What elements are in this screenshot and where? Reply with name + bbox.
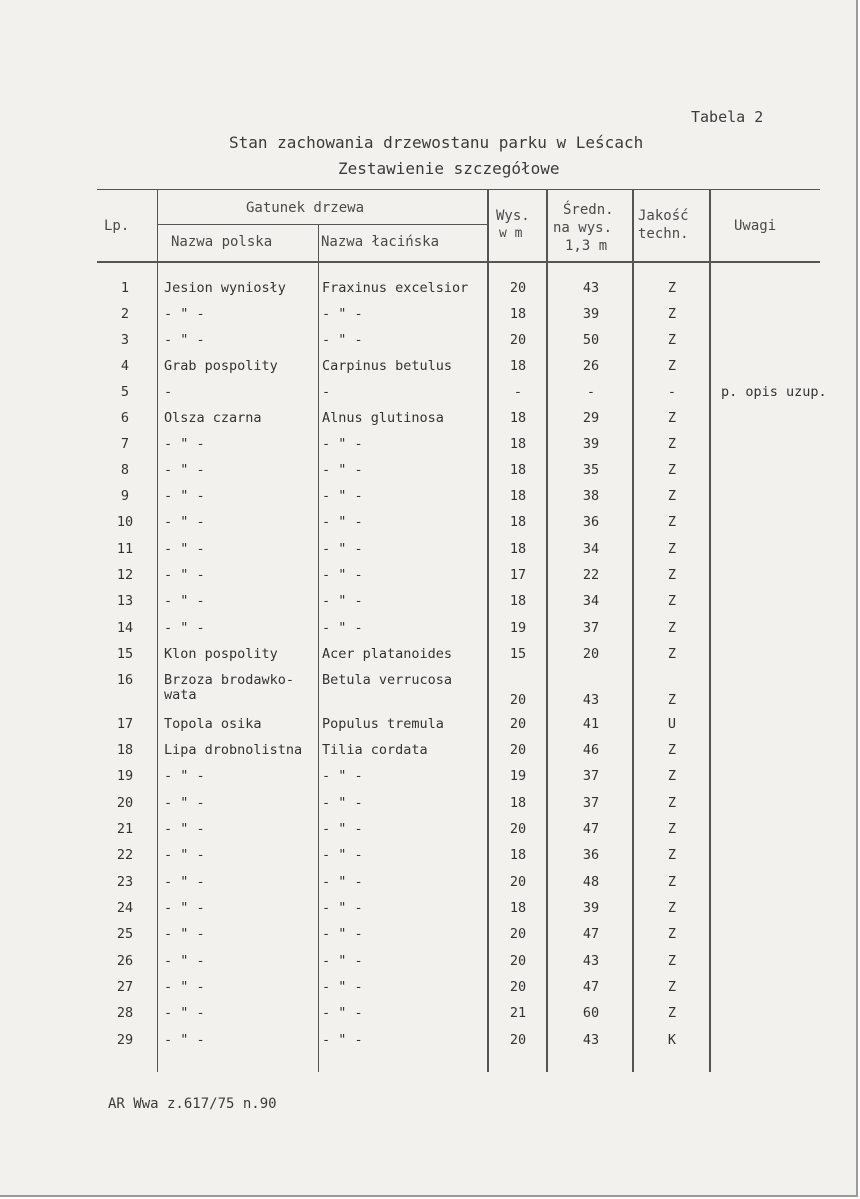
row-nazwa-polska: Klon pospolity bbox=[164, 646, 278, 662]
row-srednica: 37 bbox=[582, 768, 600, 784]
row-lp: 27 bbox=[116, 979, 134, 995]
header-nazwa-polska: Nazwa polska bbox=[171, 234, 273, 250]
row-wysokosc: 18 bbox=[509, 436, 527, 452]
row-jakosc: Z bbox=[667, 926, 677, 942]
row-nazwa-polska: - " - bbox=[164, 488, 205, 504]
row-srednica: 37 bbox=[582, 620, 600, 636]
row-srednica: 34 bbox=[582, 541, 600, 557]
row-nazwa-polska: - " - bbox=[164, 332, 205, 348]
row-jakosc: Z bbox=[667, 410, 677, 426]
row-wysokosc: 20 bbox=[509, 1032, 527, 1048]
row-wysokosc: 20 bbox=[509, 332, 527, 348]
row-nazwa-lacinska: - " - bbox=[322, 953, 363, 969]
row-lp: 12 bbox=[116, 567, 134, 583]
row-srednica: 50 bbox=[582, 332, 600, 348]
row-nazwa-polska: - " - bbox=[164, 847, 205, 863]
row-nazwa-polska: - " - bbox=[164, 567, 205, 583]
row-wysokosc: 19 bbox=[509, 768, 527, 784]
row-srednica: 47 bbox=[582, 821, 600, 837]
row-nazwa-polska: - " - bbox=[164, 926, 205, 942]
row-srednica: 35 bbox=[582, 462, 600, 478]
row-wysokosc: 19 bbox=[509, 620, 527, 636]
row-nazwa-lacinska: Acer platanoides bbox=[322, 646, 453, 662]
row-jakosc: Z bbox=[667, 742, 677, 758]
row-lp: 10 bbox=[116, 514, 134, 530]
row-nazwa-lacinska: - " - bbox=[322, 979, 363, 995]
row-lp: 17 bbox=[116, 716, 134, 732]
row-srednica: 22 bbox=[582, 567, 600, 583]
header-wys-line1: Wys. bbox=[496, 208, 530, 224]
row-nazwa-polska: - bbox=[164, 384, 173, 400]
row-nazwa-lacinska: Betula verrucosa bbox=[322, 672, 453, 688]
row-jakosc: Z bbox=[667, 821, 677, 837]
row-jakosc: Z bbox=[667, 646, 677, 662]
row-nazwa-polska: - " - bbox=[164, 620, 205, 636]
row-lp: 2 bbox=[120, 306, 130, 322]
row-jakosc: Z bbox=[667, 358, 677, 374]
column-divider-wys bbox=[546, 190, 548, 1072]
row-wysokosc: 18 bbox=[509, 462, 527, 478]
row-jakosc: Z bbox=[667, 795, 677, 811]
row-srednica: 46 bbox=[582, 742, 600, 758]
row-jakosc: U bbox=[667, 716, 677, 732]
row-lp: 21 bbox=[116, 821, 134, 837]
row-jakosc: Z bbox=[667, 514, 677, 530]
row-lp: 6 bbox=[120, 410, 130, 426]
row-jakosc: Z bbox=[667, 1005, 677, 1021]
row-srednica: 29 bbox=[582, 410, 600, 426]
row-jakosc: Z bbox=[667, 567, 677, 583]
row-nazwa-lacinska: - " - bbox=[322, 1032, 363, 1048]
row-lp: 19 bbox=[116, 768, 134, 784]
header-sub-rule bbox=[157, 224, 487, 225]
row-wysokosc: 18 bbox=[509, 593, 527, 609]
row-lp: 14 bbox=[116, 620, 134, 636]
row-jakosc: Z bbox=[667, 462, 677, 478]
row-nazwa-lacinska: - " - bbox=[322, 926, 363, 942]
row-srednica: 34 bbox=[582, 593, 600, 609]
row-srednica: 47 bbox=[582, 979, 600, 995]
header-wys-line2: w m bbox=[499, 226, 523, 241]
page-title: Stan zachowania drzewostanu parku w Leścach bbox=[229, 133, 644, 152]
row-wysokosc: 20 bbox=[509, 280, 527, 296]
row-jakosc: Z bbox=[667, 692, 677, 708]
row-srednica: 43 bbox=[582, 280, 600, 296]
row-jakosc: Z bbox=[667, 488, 677, 504]
row-jakosc: Z bbox=[667, 541, 677, 557]
row-srednica: 43 bbox=[582, 1032, 600, 1048]
row-nazwa-polska: - " - bbox=[164, 1032, 205, 1048]
row-nazwa-polska: Grab pospolity bbox=[164, 358, 278, 374]
row-nazwa-polska: - " - bbox=[164, 979, 205, 995]
row-nazwa-lacinska: - " - bbox=[322, 768, 363, 784]
header-sredn-line2: na wys. bbox=[553, 220, 613, 236]
row-srednica: 36 bbox=[582, 847, 600, 863]
row-lp: 5 bbox=[120, 384, 130, 400]
row-srednica: 39 bbox=[582, 306, 600, 322]
row-lp: 15 bbox=[116, 646, 134, 662]
row-srednica: 36 bbox=[582, 514, 600, 530]
row-wysokosc: 20 bbox=[509, 979, 527, 995]
column-divider-jakosc bbox=[709, 190, 711, 1072]
row-lp: 20 bbox=[116, 795, 134, 811]
row-lp: 22 bbox=[116, 847, 134, 863]
row-srednica: 39 bbox=[582, 436, 600, 452]
row-srednica: 47 bbox=[582, 926, 600, 942]
row-lp: 25 bbox=[116, 926, 134, 942]
row-wysokosc: 17 bbox=[509, 567, 527, 583]
row-wysokosc: 18 bbox=[509, 358, 527, 374]
row-jakosc: Z bbox=[667, 979, 677, 995]
row-lp: 28 bbox=[116, 1005, 134, 1021]
row-nazwa-polska: - " - bbox=[164, 953, 205, 969]
header-uwagi: Uwagi bbox=[734, 218, 777, 234]
row-nazwa-polska: Topola osika bbox=[164, 716, 262, 732]
row-srednica: 38 bbox=[582, 488, 600, 504]
row-nazwa-lacinska: - " - bbox=[322, 488, 363, 504]
row-jakosc: Z bbox=[667, 874, 677, 890]
page-subtitle: Zestawienie szczegółowe bbox=[338, 159, 560, 178]
row-nazwa-polska: - " - bbox=[164, 900, 205, 916]
row-lp: 23 bbox=[116, 874, 134, 890]
row-wysokosc: 21 bbox=[509, 1005, 527, 1021]
table-top-rule bbox=[97, 189, 820, 190]
row-nazwa-polska: Jesion wyniosły bbox=[164, 280, 286, 296]
row-nazwa-polska: - " - bbox=[164, 795, 205, 811]
row-nazwa-polska: Brzoza brodawko- bbox=[164, 672, 295, 688]
row-jakosc: Z bbox=[667, 593, 677, 609]
row-nazwa-lacinska: - " - bbox=[322, 332, 363, 348]
row-lp: 4 bbox=[120, 358, 130, 374]
row-nazwa-polska: - " - bbox=[164, 874, 205, 890]
row-jakosc: Z bbox=[667, 768, 677, 784]
row-nazwa-polska: - " - bbox=[164, 768, 205, 784]
row-lp: 29 bbox=[116, 1032, 134, 1048]
row-wysokosc: - bbox=[513, 384, 523, 400]
row-jakosc: Z bbox=[667, 332, 677, 348]
row-wysokosc: 20 bbox=[509, 692, 527, 708]
row-lp: 9 bbox=[120, 488, 130, 504]
row-nazwa-lacinska: - " - bbox=[322, 593, 363, 609]
row-wysokosc: 20 bbox=[509, 742, 527, 758]
row-jakosc: Z bbox=[667, 306, 677, 322]
table-number-label: Tabela 2 bbox=[691, 108, 764, 126]
row-nazwa-polska: - " - bbox=[164, 306, 205, 322]
row-srednica: 39 bbox=[582, 900, 600, 916]
row-srednica: 37 bbox=[582, 795, 600, 811]
row-jakosc: Z bbox=[667, 620, 677, 636]
row-nazwa-polska: - " - bbox=[164, 541, 205, 557]
row-jakosc: Z bbox=[667, 847, 677, 863]
row-srednica: 20 bbox=[582, 646, 600, 662]
row-nazwa-polska: - " - bbox=[164, 593, 205, 609]
row-wysokosc: 18 bbox=[509, 306, 527, 322]
row-nazwa-polska: - " - bbox=[164, 514, 205, 530]
row-lp: 8 bbox=[120, 462, 130, 478]
row-nazwa-lacinska: Populus tremula bbox=[322, 716, 444, 732]
column-divider-lp bbox=[157, 190, 158, 1072]
row-nazwa-lacinska: - bbox=[322, 384, 331, 400]
column-divider-lacinska bbox=[487, 190, 489, 1072]
row-lp: 13 bbox=[116, 593, 134, 609]
row-nazwa-lacinska: - " - bbox=[322, 874, 363, 890]
row-nazwa-lacinska: - " - bbox=[322, 795, 363, 811]
row-nazwa-lacinska: Fraxinus excelsior bbox=[322, 280, 469, 296]
header-gatunek: Gatunek drzewa bbox=[246, 200, 365, 216]
row-nazwa-lacinska: Carpinus betulus bbox=[322, 358, 453, 374]
archive-footer: AR Wwa z.617/75 n.90 bbox=[108, 1096, 277, 1112]
row-wysokosc: 15 bbox=[509, 646, 527, 662]
row-srednica: 43 bbox=[582, 692, 600, 708]
row-nazwa-polska: - " - bbox=[164, 436, 205, 452]
row-wysokosc: 18 bbox=[509, 410, 527, 426]
row-lp: 24 bbox=[116, 900, 134, 916]
row-srednica: 60 bbox=[582, 1005, 600, 1021]
row-nazwa-lacinska: - " - bbox=[322, 436, 363, 452]
header-jakosc-line1: Jakość bbox=[638, 208, 689, 224]
row-nazwa-polska: - " - bbox=[164, 462, 205, 478]
row-jakosc: Z bbox=[667, 280, 677, 296]
row-wysokosc: 18 bbox=[509, 847, 527, 863]
row-nazwa-lacinska: - " - bbox=[322, 462, 363, 478]
row-wysokosc: 20 bbox=[509, 716, 527, 732]
row-wysokosc: 20 bbox=[509, 821, 527, 837]
row-nazwa-lacinska: - " - bbox=[322, 821, 363, 837]
row-lp: 18 bbox=[116, 742, 134, 758]
row-jakosc: - bbox=[667, 384, 677, 400]
row-lp: 26 bbox=[116, 953, 134, 969]
row-lp: 11 bbox=[116, 541, 134, 557]
row-uwagi: p. opis uzup. bbox=[721, 384, 827, 400]
row-nazwa-lacinska: - " - bbox=[322, 1005, 363, 1021]
row-lp: 7 bbox=[120, 436, 130, 452]
row-nazwa-lacinska: - " - bbox=[322, 620, 363, 636]
row-nazwa-lacinska: - " - bbox=[322, 306, 363, 322]
header-nazwa-lacinska: Nazwa łacińska bbox=[321, 234, 440, 250]
row-wysokosc: 18 bbox=[509, 795, 527, 811]
row-nazwa-lacinska: - " - bbox=[322, 567, 363, 583]
row-nazwa-polska: - " - bbox=[164, 821, 205, 837]
header-sredn-line3: 1,3 m bbox=[565, 238, 608, 254]
row-jakosc: Z bbox=[667, 953, 677, 969]
row-nazwa-lacinska: Alnus glutinosa bbox=[322, 410, 444, 426]
row-wysokosc: 18 bbox=[509, 900, 527, 916]
row-srednica: 26 bbox=[582, 358, 600, 374]
row-nazwa-lacinska: Tilia cordata bbox=[322, 742, 428, 758]
row-nazwa-polska: Olsza czarna bbox=[164, 410, 262, 426]
row-jakosc: K bbox=[667, 1032, 677, 1048]
row-wysokosc: 20 bbox=[509, 953, 527, 969]
row-nazwa-polska: Lipa drobnolistna bbox=[164, 742, 303, 758]
row-jakosc: Z bbox=[667, 436, 677, 452]
row-srednica: 48 bbox=[582, 874, 600, 890]
row-nazwa-polska-cont: wata bbox=[164, 687, 197, 703]
header-sredn-line1: Średn. bbox=[563, 202, 614, 218]
row-nazwa-polska: - " - bbox=[164, 1005, 205, 1021]
row-jakosc: Z bbox=[667, 900, 677, 916]
row-wysokosc: 20 bbox=[509, 926, 527, 942]
row-srednica: 41 bbox=[582, 716, 600, 732]
header-bottom-rule bbox=[97, 261, 820, 263]
row-nazwa-lacinska: - " - bbox=[322, 514, 363, 530]
row-srednica: 43 bbox=[582, 953, 600, 969]
row-srednica: - bbox=[586, 384, 596, 400]
row-wysokosc: 20 bbox=[509, 874, 527, 890]
header-jakosc-line2: techn. bbox=[638, 226, 689, 242]
row-lp: 16 bbox=[116, 672, 134, 688]
row-nazwa-lacinska: - " - bbox=[322, 847, 363, 863]
row-wysokosc: 18 bbox=[509, 541, 527, 557]
row-nazwa-lacinska: - " - bbox=[322, 541, 363, 557]
row-nazwa-lacinska: - " - bbox=[322, 900, 363, 916]
header-lp: Lp. bbox=[104, 218, 130, 234]
row-wysokosc: 18 bbox=[509, 514, 527, 530]
row-wysokosc: 18 bbox=[509, 488, 527, 504]
row-lp: 1 bbox=[120, 280, 130, 296]
row-lp: 3 bbox=[120, 332, 130, 348]
